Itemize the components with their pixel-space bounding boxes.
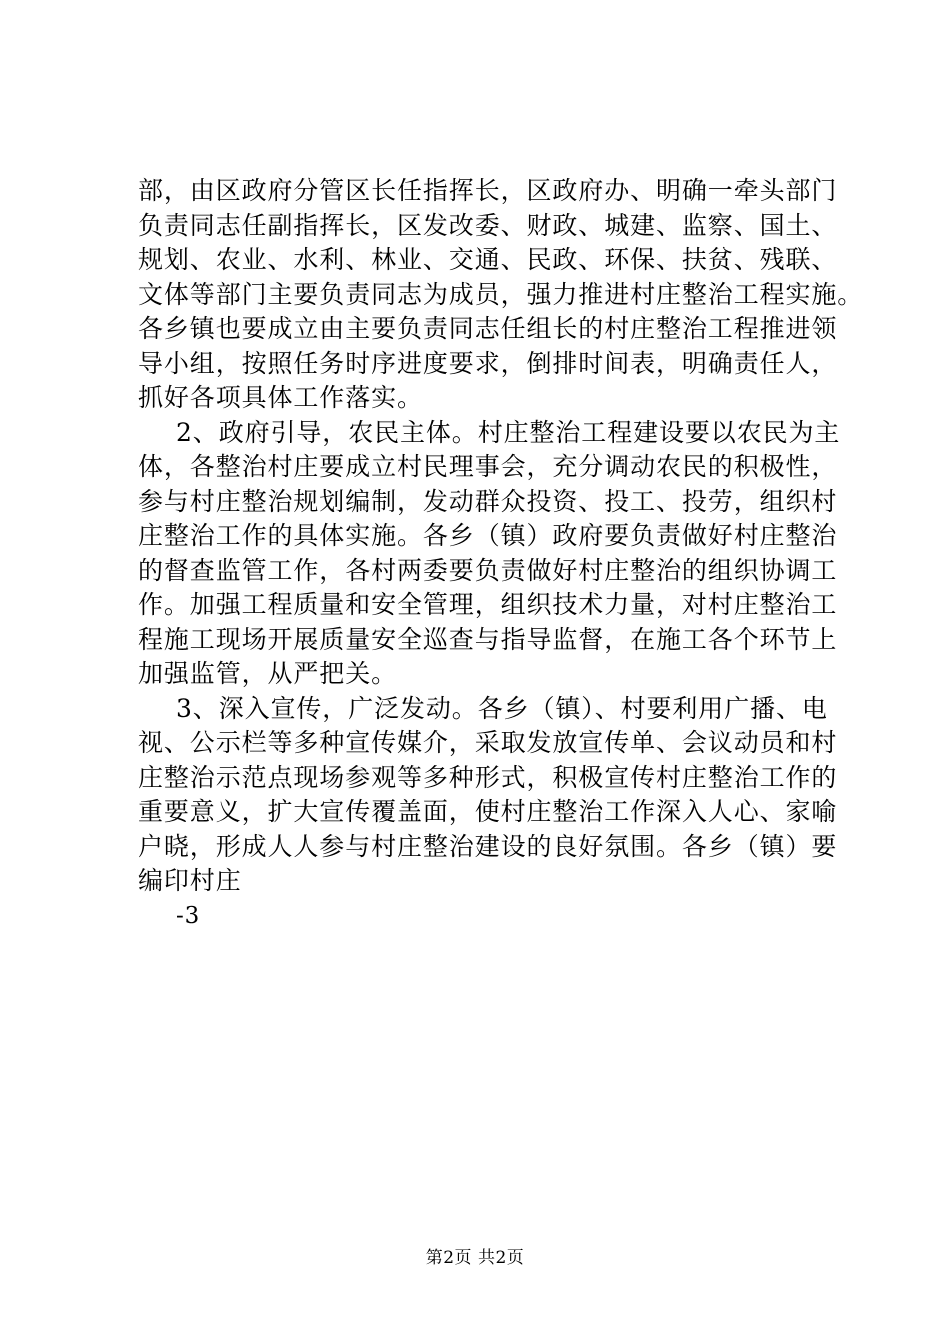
- document-body: [138, 174, 864, 933]
- text-line: 庄整治工作的具体实施。各乡（镇）政府要负责做好村庄整治: [138, 521, 838, 550]
- paragraph-start-line: 3、深入宣传，广泛发动。各乡（镇）、村要利用广播、电: [176, 693, 828, 723]
- paragraph-start-line: 2、政府引导，农民主体。村庄整治工程建设要以农民为主: [176, 417, 841, 447]
- text-line: 重要意义，扩大宣传覆盖面，使村庄整治工作深入人心、家喻: [138, 797, 838, 826]
- text-line: 文体等部门主要负责同志为成员，强力推进村庄整治工程实施。: [138, 279, 864, 309]
- text-line: 规划、农业、水利、林业、交通、民政、环保、扶贫、残联、: [138, 245, 838, 274]
- text-line: 视、公示栏等多种宣传媒介，采取发放宣传单、会议动员和村: [138, 728, 838, 757]
- text-line: 加强监管，从严把关。: [138, 659, 398, 688]
- text-line: 负责同志任副指挥长，区发改委、财政、城建、监察、国土、: [138, 210, 838, 240]
- text-line: 程施工现场开展质量安全巡查与指导监督，在施工各个环节上: [138, 624, 838, 654]
- inline-page-marker: -3: [176, 902, 201, 929]
- text-line: 户晓，形成人人参与村庄整治建设的良好氛围。各乡（镇）要: [138, 831, 838, 861]
- text-line: 体，各整治村庄要成立村民理事会，充分调动农民的积极性，: [138, 452, 838, 481]
- text-line: 编印村庄: [138, 866, 242, 895]
- text-line: 庄整治示范点现场参观等多种形式，积极宣传村庄整治工作的: [138, 762, 838, 792]
- text-line: 参与村庄整治规划编制，发动群众投资、投工、投劳，组织村: [138, 486, 838, 516]
- text-line: 的督查监管工作，各村两委要负责做好村庄整治的组织协调工: [138, 555, 838, 585]
- page-footer: 第2页 共2页: [425, 1248, 525, 1268]
- text-line: 部，由区政府分管区长任指挥长，区政府办、明确一牵头部门: [138, 176, 838, 205]
- text-line: 各乡镇也要成立由主要负责同志任组长的村庄整治工程推进领: [138, 314, 838, 343]
- text-line: 抓好各项具体工作落实。: [138, 383, 423, 412]
- text-line: 作。加强工程质量和安全管理，组织技术力量，对村庄整治工: [138, 590, 838, 619]
- text-line: 导小组，按照任务时序进度要求，倒排时间表，明确责任人，: [138, 348, 838, 378]
